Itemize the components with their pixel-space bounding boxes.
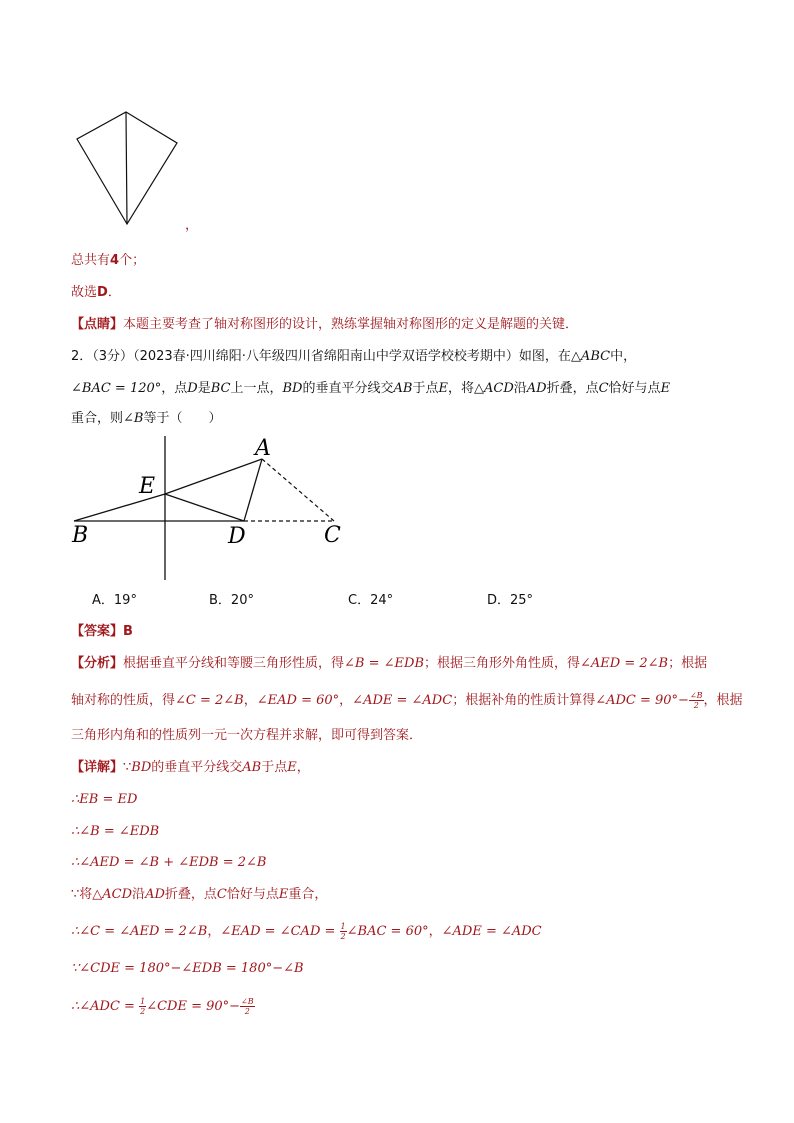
label-a: A (255, 436, 271, 461)
detail-line5: ∵将△ACD沿AD折叠，点C恰好与点E重合， (71, 887, 328, 902)
detail-line2: ∴EB = ED (71, 792, 138, 807)
detail-line1: 【详解】∵BD的垂直平分线交AB于点E， (71, 760, 310, 775)
detail-line7: ∵∠CDE = 180°−∠EDB = 180°−∠B (71, 961, 304, 976)
analysis-line3: 三角形内角和的性质列一元一次方程并求解，即可得到答案． (71, 728, 423, 743)
fraction: $\frac{\angle B}{2}$ (241, 997, 254, 1016)
answer-value: B (123, 624, 133, 639)
fraction: $\frac{\angle B}{2}$ (689, 691, 703, 710)
option-b[interactable]: B．20° (209, 593, 254, 608)
option-c[interactable]: C．24° (348, 593, 394, 608)
choose-line: 故选D． (71, 285, 121, 300)
detail-label: 【详解】 (71, 760, 124, 775)
option-a[interactable]: A．19° (92, 593, 137, 608)
detail-line4: ∴∠AED = ∠B + ∠EDB = 2∠B (71, 855, 267, 870)
comment-label: 【点睛】 (71, 317, 124, 332)
kite-axis (126, 112, 127, 224)
segment-ac (262, 459, 334, 521)
segment-ea (165, 459, 262, 494)
detail-line6: ∴∠C = ∠AED = 2∠B，∠EAD = ∠CAD = $\frac{1}{2}$ ∠BAC = 60°，∠ADE = ∠ADC (71, 922, 542, 941)
question2-line3: 重合，则∠B等于（ ） (71, 411, 222, 426)
comment-line: 【点睛】本题主要考查了轴对称图形的设计，熟练掌握轴对称图形的定义是解题的关键． (71, 317, 579, 332)
question2-line1: 2．（3分）（2023春·四川绵阳·八年级四川省绵阳南山中学双语学校校考期中）如图，在△ABC中， (71, 349, 637, 364)
label-d: D (228, 524, 246, 549)
segment-ad (244, 459, 262, 521)
label-e: E (139, 474, 156, 499)
label-b: B (72, 523, 89, 548)
answer-label: 【答案】 (71, 624, 124, 639)
option-d[interactable]: D．25° (487, 593, 534, 608)
question2-line2: ∠BAC = 120°，点D是BC上一点，BD的垂直平分线交AB于点E，将△ACD沿AD折叠，点C恰好与点E (71, 381, 671, 396)
detail-line3: ∴∠B = ∠EDB (71, 824, 160, 839)
triangle-figure (66, 432, 356, 584)
analysis-line2: 轴对称的性质，得∠C = 2∠B，∠EAD = 60°，∠ADE = ∠ADC；根据补角的性质计算得∠ADC = 90°− $\frac{\angle B}{2}$ ，根据 (71, 691, 743, 710)
fraction: $\frac{1}{2}$ (140, 997, 146, 1016)
kite-figure (74, 110, 184, 228)
analysis-label: 【分析】 (71, 656, 124, 671)
figure1-comma: ， (185, 218, 199, 233)
total-line: 总共有4个； (71, 253, 146, 268)
label-c: C (324, 523, 341, 548)
segment-ed (165, 494, 244, 521)
detail-line8: ∴∠ADC = $\frac{1}{2}$ ∠CDE = 90°− $\frac{\angle B}{2}$ (71, 997, 254, 1016)
answer-line (71, 623, 133, 641)
question-number: 2． (71, 349, 93, 364)
analysis-line1: 【分析】根据垂直平分线和等腰三角形性质，得∠B = ∠EDB；根据三角形外角性质，得∠AED = 2∠B；根据 (71, 656, 708, 671)
fraction: $\frac{1}{2}$ (340, 922, 346, 941)
question-source: （2023春·四川绵阳·八年级四川省绵阳南山中学双语学校校考期中） (133, 349, 519, 364)
